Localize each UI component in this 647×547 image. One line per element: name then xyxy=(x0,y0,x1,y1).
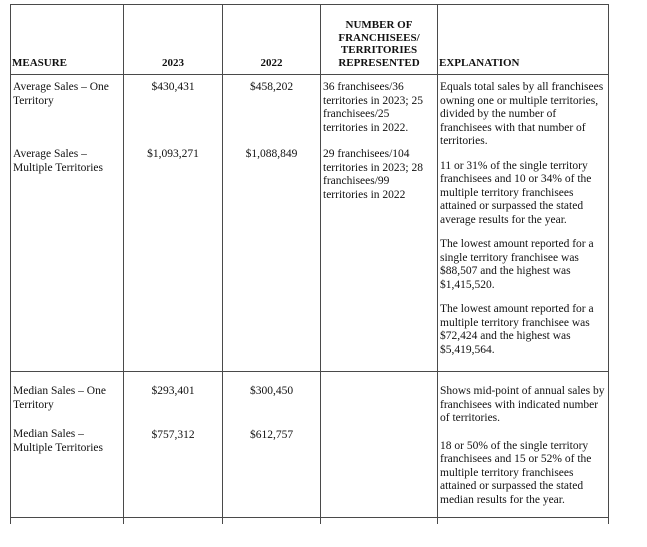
average-expl-3: The lowest amount reported for a single territory franchisee was $88,507 and the highest was $1,415,520. xyxy=(440,238,594,291)
header-2022: 2022 xyxy=(223,5,321,75)
average-one-2022: $458,202 xyxy=(249,81,294,93)
header-2023: 2023 xyxy=(124,5,223,75)
header-explanation: EXPLANATION xyxy=(438,5,609,75)
next-row-edge xyxy=(11,518,609,525)
financial-performance-table xyxy=(10,4,609,524)
average-2022-cell xyxy=(223,75,321,372)
average-represented-cell xyxy=(321,75,438,372)
median-one-2022: $300,450 xyxy=(249,385,294,397)
next-row-cell-3 xyxy=(223,518,321,525)
median-expl-2: 18 or 50% of the single territory franchisees and 15 or 52% of the multiple territory franchisees attained or surpassed the stated median results for the year. xyxy=(440,439,592,506)
average-multi-2022: $1,088,849 xyxy=(245,147,298,160)
average-one-label: Average Sales – One Territory xyxy=(13,81,109,107)
average-sales-row xyxy=(11,75,609,372)
average-expl-1: Equals total sales by all franchisees owning one or multiple territories, divided by the number of franchisees with that number of territories. xyxy=(440,81,604,147)
median-sales-row xyxy=(11,372,609,518)
median-expl-1: Shows mid-point of annual sales by franchisees with indicated number of territories. xyxy=(440,385,605,424)
next-row-cell-1 xyxy=(11,518,124,525)
median-measure-cell xyxy=(11,372,124,518)
average-multi-2023: $1,093,271 xyxy=(147,147,199,160)
average-explanation-cell xyxy=(438,75,609,372)
header-measure: MEASURE xyxy=(11,5,124,75)
header-represented: NUMBER OF FRANCHISEES/ TERRITORIES REPRESENTED xyxy=(321,5,438,75)
average-measure-cell xyxy=(11,75,124,372)
header-row xyxy=(11,5,609,75)
average-rep-one: 36 franchisees/36 territories in 2023; 25 franchisees/25 territories in 2022. xyxy=(323,81,423,134)
average-multi-label: Average Sales – Multiple Territories xyxy=(13,148,104,174)
median-explanation-cell xyxy=(438,372,609,518)
average-expl-2: 11 or 31% of the single territory franchisees and 10 or 34% of the multiple territory franchisees attained or surpassed the stated average results for the year. xyxy=(440,159,592,226)
median-represented-cell xyxy=(321,372,438,518)
average-rep-multi: 29 franchisees/104 territories in 2023; 28 franchisees/99 territories in 2022 xyxy=(323,148,423,201)
median-multi-label: Median Sales – Multiple Territories xyxy=(13,428,104,454)
median-one-label: Median Sales – One Territory xyxy=(13,385,106,411)
median-2023-cell xyxy=(124,372,223,518)
median-2022-cell xyxy=(223,372,321,518)
next-row-cell-2 xyxy=(124,518,223,525)
average-one-2023: $430,431 xyxy=(151,81,195,93)
median-multi-2023: $757,312 xyxy=(151,428,195,441)
median-multi-2022: $612,757 xyxy=(249,428,294,441)
next-row-cell-5 xyxy=(438,518,609,525)
average-2023-cell xyxy=(124,75,223,372)
next-row-cell-4 xyxy=(321,518,438,525)
median-one-2023: $293,401 xyxy=(151,385,195,397)
average-expl-4: The lowest amount reported for a multiple territory franchisee was $72,424 and the highest was $5,419,564. xyxy=(440,303,594,356)
